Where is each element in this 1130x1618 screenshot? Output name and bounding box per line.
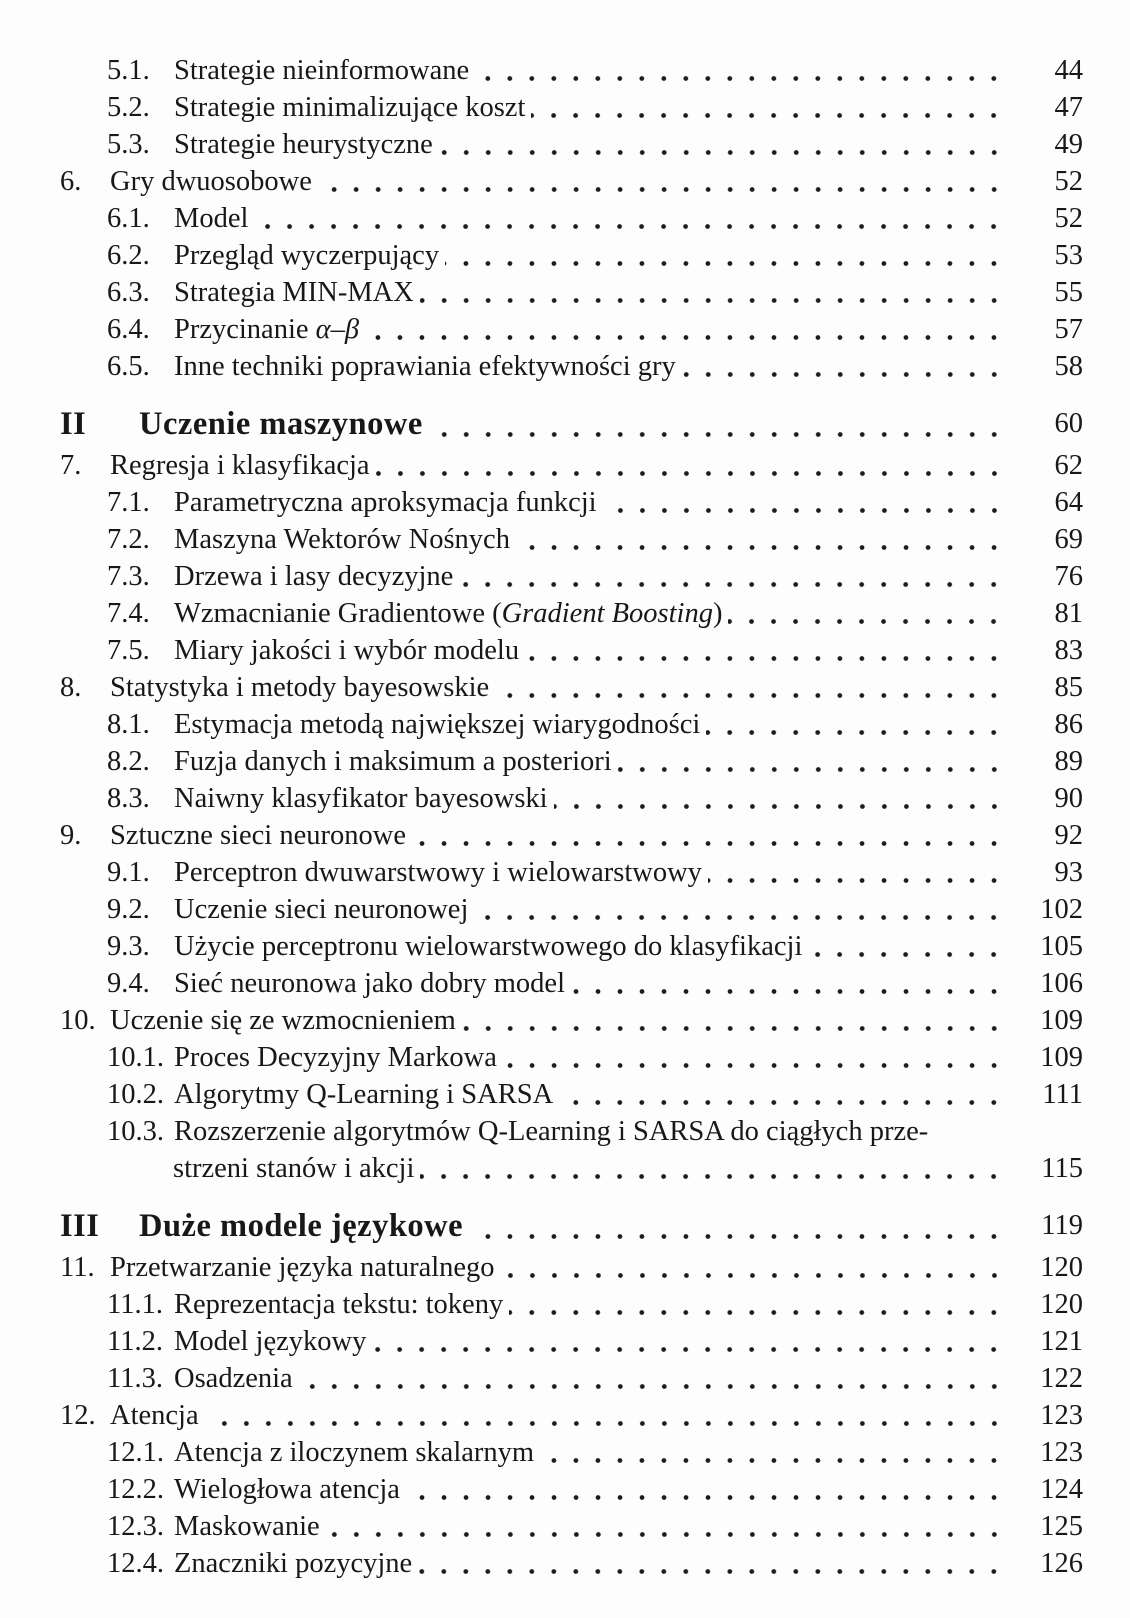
toc-entry-page-number: 109 [1040,1042,1083,1073]
toc-dot-leader [412,817,1011,854]
toc-dot-leader [475,52,1011,89]
toc-entry-title-text: Regresja i klasyfikacja [110,450,370,481]
toc-entry-page-number: 52 [1054,166,1083,197]
toc-entry-title-text: Uczenie się ze wzmocnieniem [110,1005,456,1036]
toc-entry-page-number: 76 [1054,561,1083,592]
toc-dot-leader [420,1150,1011,1187]
toc-dot-leader [808,928,1011,965]
toc-entry [60,1039,1083,1076]
toc-entry-page-number: 106 [1040,968,1083,999]
toc-entry-title [174,854,702,891]
toc-dot-leader [445,237,1011,274]
toc-entry-title [174,484,597,521]
toc-entry-title [139,1203,463,1249]
toc-dot-leader [503,1039,1011,1076]
toc-dot-leader [459,558,1011,595]
toc-entry-number: 7.4. [107,598,150,629]
toc-entry-title-text: Atencja [110,1400,199,1431]
toc-entry [60,1150,1083,1187]
toc-entry [60,1397,1083,1434]
toc-entry-page-number: 92 [1054,820,1083,851]
toc-entry-title [174,965,565,1002]
toc-dot-leader [439,126,1011,163]
toc-entry [60,1360,1083,1397]
toc-entry-title [174,891,468,928]
toc-entry-number: 6.2. [107,240,150,271]
toc-entry-title-text: Fuzja danych i maksimum a posteriori [174,746,612,777]
toc-entry-number: 7. [60,450,82,481]
toc-dot-leader [934,1113,1011,1150]
toc-entry-number: 8.1. [107,709,150,740]
toc-entry-page-number: 64 [1054,487,1083,518]
toc-entry-number: 5.3. [107,129,150,160]
toc-entry-title [174,1323,366,1360]
toc-dot-leader [525,632,1011,669]
toc-entry-number: 11. [60,1252,95,1283]
toc-entry-page-number: 111 [1042,1079,1083,1110]
toc-entry-number: 8.3. [107,783,150,814]
toc-entry-title [110,1249,495,1286]
toc-entry-title [110,163,312,200]
toc-entry-title-text: Inne techniki poprawiania efektywności gry [174,351,676,382]
toc-entry [60,632,1083,669]
toc-entry [60,1002,1083,1039]
toc-entry-number: 6. [60,166,82,197]
toc-entry-title-text: Drzewa i lasy decyzyjne [174,561,454,592]
toc-entry-title [174,311,359,348]
toc-entry-page-number: 52 [1054,203,1083,234]
toc-entry-title-italic: α–β [315,314,360,345]
toc-entry-title [174,1360,293,1397]
toc-entry-title-text: Rozszerzenie algorytmów Q-Learning i SARSA do ciągłych prze- [174,1116,929,1147]
toc-entry-title [174,274,414,311]
toc-entry [60,854,1083,891]
toc-entry-title-text: Przycinanie [174,314,316,345]
toc-entry-title [174,1471,400,1508]
toc-entry-title-text: Maskowanie [174,1511,320,1542]
toc-entry [60,237,1083,274]
toc-entry [60,928,1083,965]
toc-entry-number: 10.2. [107,1079,164,1110]
toc-entry-page-number: 120 [1040,1289,1083,1320]
toc-entry [60,1113,1083,1150]
toc-entry-title-text: Strategie minimalizujące koszt [174,92,526,123]
toc-dot-leader [554,780,1011,817]
toc-entry-page-number: 58 [1054,351,1083,382]
toc-entry [60,1434,1083,1471]
toc-dot-leader [462,1002,1011,1039]
toc-entry-title-text: Gry dwuosobowe [110,166,312,197]
toc-entry-number: 9.4. [107,968,150,999]
toc-entry-page-number: 126 [1040,1548,1083,1579]
toc-entry-number: 7.3. [107,561,150,592]
toc-entry [60,965,1083,1002]
toc-dot-leader [406,1471,1011,1508]
toc-entry-title [139,401,423,447]
toc-entry-title-text: Miary jakości i wybór modelu [174,635,520,666]
toc-entry-page-number: 123 [1040,1400,1083,1431]
toc-entry [60,52,1083,89]
toc-dot-leader [706,706,1011,743]
toc-entry-number: 11.2. [107,1326,163,1357]
toc-entry-title-text: Strategia MIN-MAX [174,277,414,308]
toc-entry-title-text: Przetwarzanie języka naturalnego [110,1252,495,1283]
toc-dot-leader [516,521,1011,558]
toc-dot-leader [372,1323,1011,1360]
toc-entry-title-text: Przegląd wyczerpujący [174,240,440,271]
toc-entry-number: 5.1. [107,55,150,86]
toc-dot-leader [559,1076,1011,1113]
toc-entry [60,1323,1083,1360]
toc-entry [60,521,1083,558]
toc-entry-page-number: 49 [1054,129,1083,160]
toc-entry-page-number: 83 [1054,635,1083,666]
toc-entry-number: 12.4. [107,1548,164,1579]
toc-entry [60,401,1083,447]
toc-entry [60,1286,1083,1323]
toc-entry [60,348,1083,385]
toc-entry-title [174,1039,497,1076]
toc-dot-leader [318,163,1011,200]
toc-entry-title [110,1002,456,1039]
toc-entry-number: 7.1. [107,487,150,518]
toc-entry-page-number: 125 [1040,1511,1083,1542]
toc-entry-page-number: 53 [1054,240,1083,271]
toc-entry-number: 9. [60,820,82,851]
toc-dot-leader [429,401,1011,447]
toc-entry-number: 8.2. [107,746,150,777]
toc-entry-page-number: 44 [1054,55,1083,86]
toc-entry-title [110,669,489,706]
toc-entry-title [174,632,519,669]
toc-entry-title-text: Sztuczne sieci neuronowe [110,820,406,851]
toc-entry-number: 8. [60,672,82,703]
toc-entry-title [174,52,469,89]
toc-dot-leader [376,447,1011,484]
toc-entry-page-number: 122 [1040,1363,1083,1394]
toc-entry [60,780,1083,817]
toc-entry-title-text: Duże modele językowe [139,1208,464,1244]
toc-entry-title [174,706,700,743]
toc-entry-number: III [60,1208,100,1244]
toc-entry-title [174,1113,928,1150]
toc-entry-title [174,1545,412,1582]
toc-entry-page-number: 69 [1054,524,1083,555]
toc-entry-page-number: 57 [1054,314,1083,345]
toc-entry [60,1471,1083,1508]
toc-entry-title [174,1076,553,1113]
toc-entry-page-number: 85 [1054,672,1083,703]
toc-entry-number: 10.1. [107,1042,164,1073]
toc-entry-page-number [1011,1113,1083,1150]
toc-entry-title [174,558,453,595]
toc-entry-number: 7.5. [107,635,150,666]
toc-entry-number: 9.1. [107,857,150,888]
toc-entry-number: 6.3. [107,277,150,308]
toc-entry-number: 12.1. [107,1437,164,1468]
toc-entry-title-text: Strategie nieinformowane [174,55,470,86]
toc-entry [60,484,1083,521]
toc-entry-title-suffix: ) [712,598,723,629]
toc-dot-leader [420,274,1011,311]
toc-entry-title-italic: Gradient Boosting [501,598,713,629]
toc-entry-title-text: Wielogłowa atencja [174,1474,400,1505]
toc-entry-title [174,595,722,632]
toc-dot-leader [531,89,1011,126]
toc-entry-number: 7.2. [107,524,150,555]
toc-entry-title [174,1508,320,1545]
toc-entry-title-text: Model [174,203,249,234]
toc-dot-leader [326,1508,1011,1545]
toc-entry-page-number: 115 [1041,1153,1083,1184]
toc-entry [60,126,1083,163]
toc-entry-number: 9.3. [107,931,150,962]
toc-entry-number: 11.1. [107,1289,163,1320]
toc-entry [60,891,1083,928]
toc-entry [60,706,1083,743]
toc-dot-leader [509,1286,1011,1323]
toc-entry-number: 10.3. [107,1116,164,1147]
toc-entry [60,200,1083,237]
toc-dot-leader [501,1249,1011,1286]
toc-entry-number: 6.1. [107,203,150,234]
toc-dot-leader [474,891,1011,928]
toc-entry-title-text: Parametryczna aproksymacja funkcji [174,487,597,518]
toc-entry-title-text: strzeni stanów i akcji [173,1153,415,1184]
toc-entry-title-text: Statystyka i metody bayesowskie [110,672,490,703]
toc-entry-title [174,780,548,817]
toc-entry-title-text: Naiwny klasyfikator bayesowski [174,783,548,814]
toc-entry [60,1203,1083,1249]
toc-entry-title [173,1150,414,1187]
toc-entry-page-number: 60 [1054,408,1083,439]
toc-entry-title-text: Atencja z iloczynem skalarnym [174,1437,535,1468]
toc-dot-leader [603,484,1011,521]
toc-entry-page-number: 109 [1040,1005,1083,1036]
toc-dot-leader [418,1545,1011,1582]
toc-entry-page-number: 93 [1054,857,1083,888]
toc-entry-title-text: Reprezentacja tekstu: tokeny [174,1289,504,1320]
toc-entry-number: 11.3. [107,1363,163,1394]
toc-entry-number: 6.4. [107,314,150,345]
toc-entry-page-number: 124 [1040,1474,1083,1505]
toc-entry-number: 9.2. [107,894,150,925]
toc-entry-title-text: Osadzenia [174,1363,293,1394]
toc-entry [60,1508,1083,1545]
toc-entry [60,163,1083,200]
toc-entry-title-text: Algorytmy Q-Learning i SARSA [174,1079,554,1110]
toc-entry-page-number: 89 [1054,746,1083,777]
toc-entry-title [110,817,406,854]
toc-dot-leader [205,1397,1011,1434]
toc-dot-leader [365,311,1011,348]
toc-entry-title [110,447,370,484]
toc-dot-leader [571,965,1011,1002]
toc-entry-page-number: 102 [1040,894,1083,925]
toc-entry-title-text: Uczenie sieci neuronowej [174,894,469,925]
toc-dot-leader [728,595,1011,632]
toc-entry-title-text: Model językowy [174,1326,367,1357]
toc-dot-leader [682,348,1011,385]
toc-entry [60,595,1083,632]
toc-entry-title-text: Estymacja metodą największej wiarygodności [174,709,701,740]
toc-entry [60,274,1083,311]
toc-entry-title [174,200,248,237]
toc-entry [60,743,1083,780]
toc-entry [60,311,1083,348]
toc-entry [60,1076,1083,1113]
toc-entry-page-number: 86 [1054,709,1083,740]
toc-entry-title [174,126,433,163]
toc-entry-page-number: 90 [1054,783,1083,814]
toc-entry-title [174,237,439,274]
toc-entry-title-text: Uczenie maszynowe [139,406,423,442]
toc-entry-page-number: 120 [1040,1252,1083,1283]
toc-dot-leader [618,743,1011,780]
toc-entry-number: 12. [60,1400,96,1431]
toc-entry-page-number: 121 [1040,1326,1083,1357]
toc-entry-page-number: 119 [1041,1210,1083,1241]
toc-entry-title-text: Strategie heurystyczne [174,129,433,160]
toc-entry [60,447,1083,484]
toc-entry [60,89,1083,126]
toc-dot-leader [708,854,1011,891]
toc-entry-title [174,348,676,385]
toc-entry-title-text: Sieć neuronowa jako dobry model [174,968,565,999]
toc-entry-page-number: 81 [1054,598,1083,629]
toc-dot-leader [469,1203,1011,1249]
toc-entry-page-number: 55 [1054,277,1083,308]
toc-entry [60,817,1083,854]
toc-entry-title [174,521,510,558]
toc-entry-number: 5.2. [107,92,150,123]
toc-entry [60,558,1083,595]
toc-entry-page-number: 123 [1040,1437,1083,1468]
toc-entry-number: II [60,406,87,442]
toc-entry-number: 12.2. [107,1474,164,1505]
toc-entry-title [174,89,525,126]
toc-entry-title [174,743,612,780]
toc-entry-number: 10. [60,1005,96,1036]
toc-entry-page-number: 62 [1054,450,1083,481]
toc-entry-title [174,1286,503,1323]
toc-entry [60,1249,1083,1286]
toc-entry [60,1545,1083,1582]
toc-entry-title [174,1434,534,1471]
toc-entry-title-text: Maszyna Wektorów Nośnych [174,524,510,555]
toc-entry-number: 12.3. [107,1511,164,1542]
toc-entry-title [110,1397,199,1434]
toc-entry-number: 6.5. [107,351,150,382]
toc-dot-leader [254,200,1011,237]
toc-entry-title-text: Proces Decyzyjny Markowa [174,1042,497,1073]
toc-entry-title-text: Użycie perceptronu wielowarstwowego do klasyfikacji [174,931,803,962]
toc-entry-page-number: 105 [1040,931,1083,962]
toc-entry-page-number: 47 [1054,92,1083,123]
toc-dot-leader [299,1360,1011,1397]
toc-entry [60,669,1083,706]
toc-entry-title-text: Wzmacnianie Gradientowe ( [174,598,502,629]
toc-entry-title-text: Znaczniki pozycyjne [174,1548,413,1579]
toc-entry-title-text: Perceptron dwuwarstwowy i wielowarstwowy [174,857,702,888]
toc-entry-title [174,928,802,965]
toc-dot-leader [495,669,1011,706]
toc-dot-leader [540,1434,1011,1471]
